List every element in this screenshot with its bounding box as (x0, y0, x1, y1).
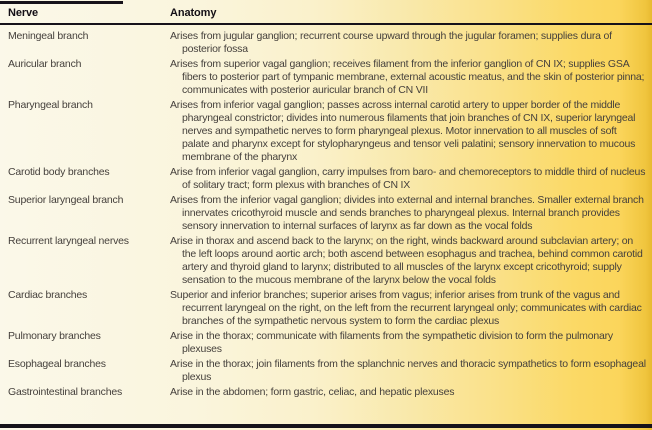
table-row (8, 30, 648, 56)
nerve-cell: Cardiac branches (8, 289, 88, 301)
nerve-cell: Esophageal branches (8, 358, 106, 370)
column-header-anatomy: Anatomy (170, 7, 217, 19)
nerve-cell: Pulmonary branches (8, 330, 101, 342)
anatomy-cell: Arise in thorax and ascend back to the larynx; on the right, winds backward around subclavian artery; on the left loops around aortic arch; both ascend between esophagus and trachea, behind common carotid artery and thyroid gland to larynx; distributed to all muscles of the larynx except cricothyroid; supply sensation to the mucous membrane of the larynx below the vocal folds (170, 235, 643, 286)
anatomy-cell: Arise in the thorax; join filaments from the splanchnic nerves and thoracic sympathetics to form esophageal plexus (170, 358, 646, 383)
table-row (8, 386, 648, 399)
nerve-cell: Gastrointestinal branches (8, 386, 123, 398)
nerve-cell: Pharyngeal branch (8, 99, 93, 111)
table-bottom-rule (0, 424, 652, 428)
anatomy-cell: Arises from superior vagal ganglion; receives filament from the inferior ganglion of CN IX; supplies GSA fibers to posterior part of tympanic membrane, external acoustic meatus, and the skin of posterior pinna; communicates with posterior auricular branch of CN VII (170, 58, 645, 96)
nerve-cell: Recurrent laryngeal nerves (8, 235, 129, 247)
nerve-cell: Superior laryngeal branch (8, 194, 124, 206)
table-row (8, 358, 648, 384)
nerve-cell: Carotid body branches (8, 166, 110, 178)
table-body (0, 25, 652, 399)
anatomy-cell: Superior and inferior branches; superior arises from vagus; inferior arises from trunk of the vagus and recurrent laryngeal on the right, on the left from the recurrent laryngeal only; communicates with cardiac branches of the sympathetic nervous system to form the cardiac plexus (170, 289, 642, 327)
table-row (8, 194, 648, 233)
table-row (8, 289, 648, 328)
table-row (8, 166, 648, 192)
table-row (8, 235, 648, 287)
column-header-nerve: Nerve (8, 7, 39, 19)
anatomy-cell: Arise in the abdomen; form gastric, celiac, and hepatic plexuses (170, 386, 455, 398)
table-row (8, 58, 648, 97)
anatomy-cell: Arises from inferior vagal ganglion; passes across internal carotid artery to upper border of the middle pharyngeal constrictor; divides into numerous filaments that join branches of CN IX, superior laryngeal nerves and sympathetic nerves to form pharyngeal plexus. Motor innervation to all muscles of soft palate and pharynx except for stylopharyngeus and tensor veli palatini; sensory innervation to mucous membrane of the pharynx (170, 99, 636, 163)
table-top-rule (0, 1, 123, 4)
anatomy-cell: Arise in the thorax; communicate with filaments from the sympathetic division to form the pulmonary plexuses (170, 330, 613, 355)
nerve-cell: Meningeal branch (8, 30, 89, 42)
table-row (8, 99, 648, 164)
anatomy-cell: Arises from the inferior vagal ganglion; divides into external and internal branches. Smaller external branch innervates cricothyroid muscle and sends branches to pharyngeal plexus. Internal branch provides sensory innervation to internal surfaces of larynx as far down as the vocal folds (170, 194, 644, 232)
table-row (8, 330, 648, 356)
anatomy-cell: Arise from inferior vagal ganglion, carry impulses from baro- and chemoreceptors to middle third of nucleus of solitary tract; form plexus with branches of CN IX (170, 166, 646, 191)
nerve-cell: Auricular branch (8, 58, 82, 70)
anatomy-cell: Arises from jugular ganglion; recurrent course upward through the jugular foramen; supplies dura of posterior fossa (170, 30, 612, 55)
